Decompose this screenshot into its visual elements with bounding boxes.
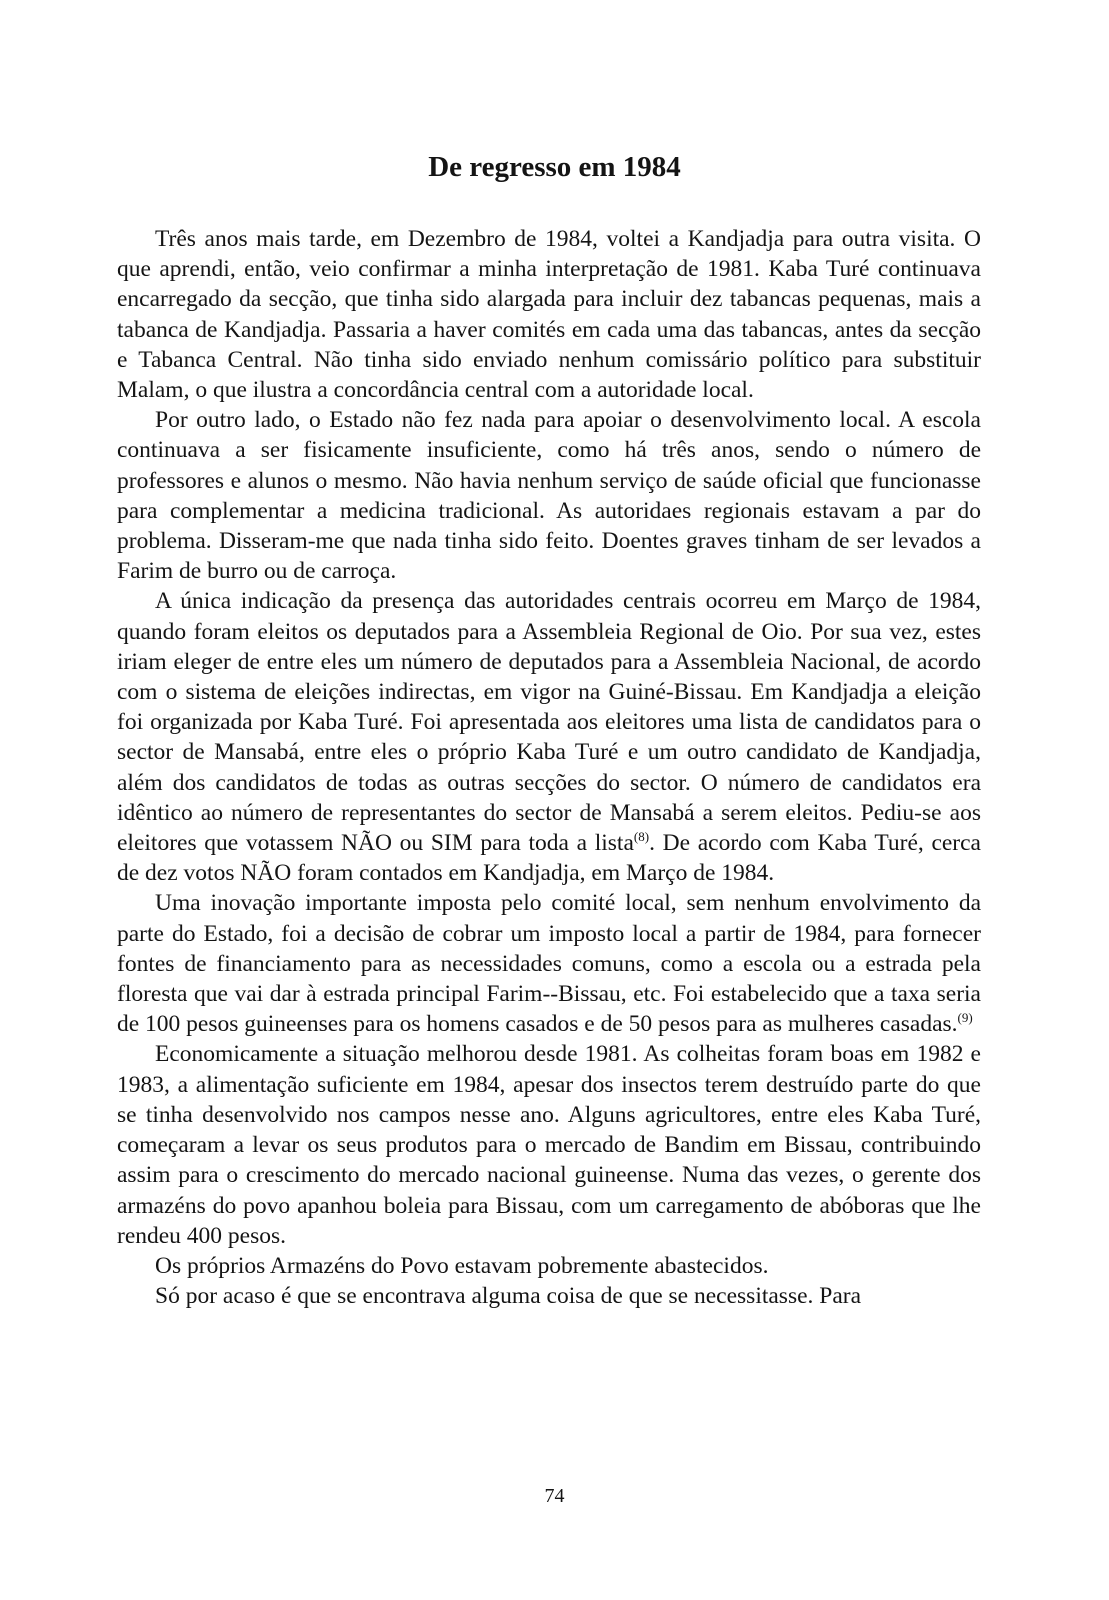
paragraph-4	[117, 888, 981, 1039]
paragraph-text: Só por acaso é que se encontrava alguma coisa de que se necessitasse. Para	[155, 1283, 862, 1310]
body-text	[117, 224, 981, 1311]
page-number: 74	[544, 1485, 565, 1507]
paragraph-text: Uma inovação importante imposta pelo comité local, sem nenhum envolvimento da parte do Estado, foi a decisão de cobrar um imposto local a partir de 1984, para fornecer fontes de financiamento para as necessidades comuns, como a escola ou a estrada pela floresta que vai dar à estrada principal Farim-​-Bissau, etc. Foi estabelecido que a taxa seria de 100 pesos guineenses para os homens casados e de 50 pesos para as mulheres casadas.	[117, 890, 981, 1038]
paragraph-6	[117, 1251, 981, 1281]
footnote-marker-8: (8)	[633, 829, 650, 845]
paragraph-text-tail: . De acordo com Kaba Turé, cerca de dez votos NÃO foram contados em Kandjadja, em Março de 1984.	[117, 830, 981, 887]
paragraph-text: Por outro lado, o Estado não fez nada para apoiar o desenvolvimento local. A escola continuava a ser fisicamente insuficiente, como há três anos, sendo o número de professores e alunos o mesmo. Não havia nenhum serviço de saúde oficial que funcionasse para complementar a medicina tradicional. As autoridaes regionais estavam a par do problema. Disseram-me que nada tinha sido feito. Doentes graves tinham de ser levados a Farim de burro ou de carroça.	[117, 407, 981, 585]
paragraph-text: Três anos mais tarde, em Dezembro de 1984, voltei a Kandjadja para outra visita. O que aprendi, então, veio confirmar a minha interpretação de 1981. Kaba Turé continuava encarregado da secção, que tinha sido alargada para incluir dez tabancas pequenas, mais a tabanca de Kandjadja. Passaria a haver comités em cada uma das tabancas, antes da secção e Tabanca Central. Não tinha sido enviado nenhum comissário político para substituir Malam, o que ilustra a concordância central com a autoridade local.	[117, 226, 981, 404]
paragraph-2	[117, 405, 981, 586]
paragraph-text: Os próprios Armazéns do Povo estavam pobremente abastecidos.	[155, 1252, 769, 1279]
paragraph-1	[117, 224, 981, 405]
paragraph-5	[117, 1039, 981, 1250]
page-title: De regresso em 1984	[428, 151, 681, 183]
paragraph-text: Economicamente a situação melhorou desde 1981. As colheitas foram boas em 1982 e 1983, a alimentação suficiente em 1984, apesar dos insectos terem destruído parte do que se tinha desenvolvido nos campos nesse ano. Alguns agricultores, entre eles Kaba Turé, começaram a levar os seus produtos para o mercado de Bandim em Bissau, contribuindo assim para o crescimento do mercado nacional guineense. Numa das vezes, o gerente dos armazéns do povo apanhou boleia para Bissau, com um carregamento de abóboras que lhe rendeu 400 pesos.	[117, 1041, 981, 1249]
paragraph-text: A única indicação da presença das autoridades centrais ocorreu em Março de 1984, quando foram eleitos os deputados para a Assembleia Regional de Oio. Por sua vez, estes iriam eleger de entre eles um número de deputados para a Assembleia Nacional, de acordo com o sistema de eleições indirectas, em vigor na Guiné-Bissau. Em Kandjadja a eleição foi organizada por Kaba Turé. Foi apresentada aos eleitores uma lista de candidatos para o sector de Mansabá, entre eles o próprio Kaba Turé e um outro candidato de Kandjadja, além dos candidatos de todas as outras secções do sector. O número de candidatos era idêntico ao número de representantes do sector de Mansabá a serem eleitos. Pediu-se aos eleitores que votassem NÃO ou SIM para toda a lista	[117, 588, 981, 857]
paragraph-3	[117, 586, 981, 888]
footnote-marker-9: (9)	[957, 1010, 973, 1026]
paragraph-7	[117, 1281, 981, 1311]
